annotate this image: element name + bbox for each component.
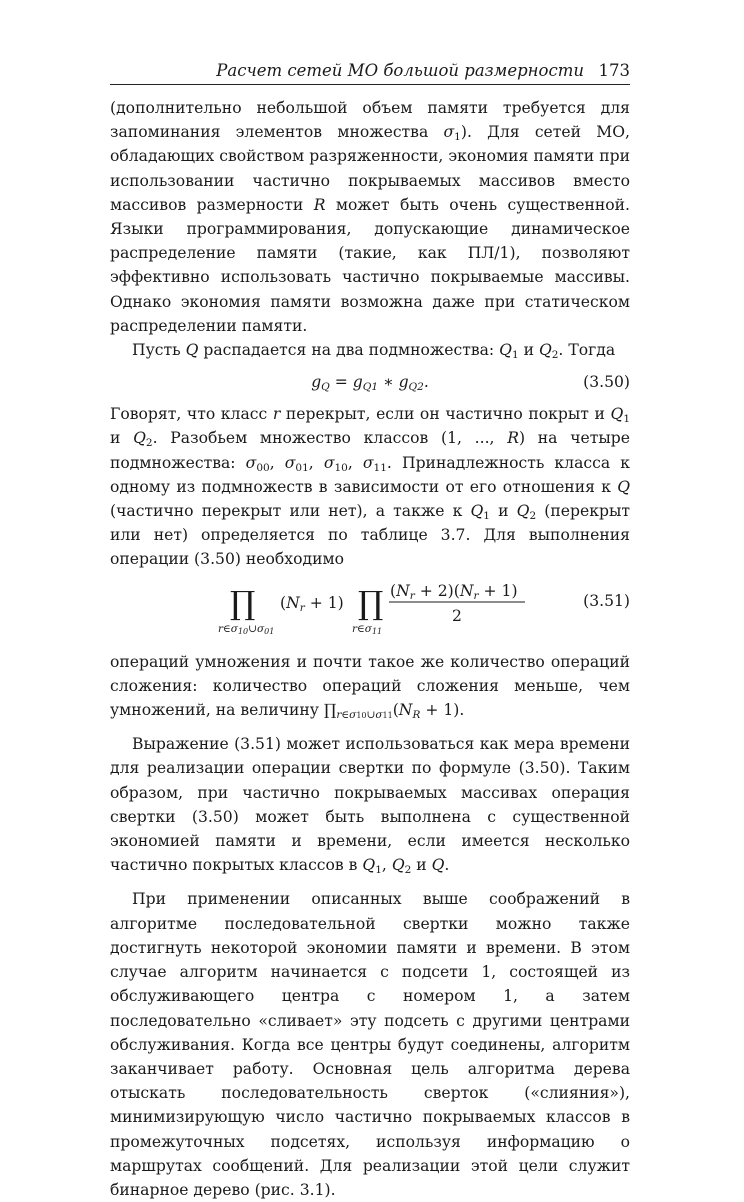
paragraph-6: При применении описанных выше соображений в алгоритме последовательной свертки можно также достигнуть некоторой экономии памяти и времени. В этом случае алгоритм начинается с подсети 1, состоящей из обслуживающего центра с номером 1, а затем последовательно «сливает» эту подсеть с другими центрами обслуживания. Когда все центры будут соединены, алгоритм заканчивает работу. Основная цель алгоритма дерева отыскать последовательность сверток («слияния»), минимизирующую число частично покрываемых классов в промежуточных подсетях, используя информацию о маршрутах сообщений. Для реализации этой цели служит бинарное дерево (рис. 3.1). — [110, 890, 630, 1199]
equation-3-50 — [110, 362, 630, 402]
paragraph-5: Выражение (3.51) может использоваться как мера времени для реализации операции свертки по формуле (3.50). Таким образом, при частично покрываемых массивах операция свертки (3.50) может быть выполнена с существенной экономией памяти и времени, если имеется несколько частично покрытых классов в $Q_1$, $Q_2$ и Q. — [110, 735, 630, 877]
paragraph-4: операций умножения и почти такое же количество операций сложения: количество операций сложения меньше, чем умножений, на величину $\prod_{r\in\sigma 10\cup\sigma 11}(N_R + 1)$. — [110, 652, 630, 722]
running-header — [110, 58, 630, 85]
product-index-2: r∈σ11 — [352, 622, 383, 636]
running-title: Расчет сетей МО большой размерности — [216, 61, 584, 80]
equation-3-51 — [110, 580, 630, 644]
paragraph-3: Говорят, что класс r перекрыт, если он частично покрыт и $Q_1$ и $Q_2$. Разобьем множество классов (1, ..., R) на четыре подмножества: $\sigma_{00}$, $\sigma_{01}$, $\sigma_{10}$, $\sigma_{11}$. Принадлежность класса к одному из подмножеств в зависимости от его отношения к Q (частично перекрыт или нет), а также к $Q_1$ и $Q_2$ (перекрыт или нет) определяется по таблице 3.7. Для выполнения операции (3.50) необходимо — [110, 405, 631, 569]
page-body — [110, 96, 630, 1202]
paragraph-1: (дополнительно небольшой объем памяти требуется для запоминания элементов множества $\sigma_1$). Для сетей МО, обладающих свойством разряженности, экономия памяти при использовании частично покрываемых массивов вместо массивов размерности R может быть очень существенной. Языки программирования, допускающие динамическое распределение памяти (такие, как ПЛ/1), позволяют эффективно использовать частично покрываемые массивы. Однако экономия памяти возможна даже при статическом распределении памяти. — [110, 99, 630, 335]
fraction-numerator: (Nr + 2)(Nr + 1) — [390, 581, 518, 602]
page-number: 173 — [598, 61, 630, 80]
product-symbol-1: ∏ — [230, 583, 256, 622]
factor-1: (Nr + 1) — [280, 593, 344, 614]
product-symbol-2: ∏ — [358, 583, 384, 622]
product-index-1: r∈σ10∪σ01 — [218, 622, 275, 636]
equation-number-3-51: (3.51) — [583, 591, 630, 610]
paragraph-2: Пусть Q распадается на два подмножества: $Q_1$ и $Q_2$. Тогда — [132, 341, 616, 362]
equation-3-50-formula: $g_Q = g_{Q1}$ ∗ $g_{Q2}$. — [311, 373, 429, 394]
equation-3-51-graphic — [110, 580, 630, 644]
equation-number-3-50: (3.50) — [583, 373, 630, 392]
fraction-denominator: 2 — [452, 606, 462, 625]
